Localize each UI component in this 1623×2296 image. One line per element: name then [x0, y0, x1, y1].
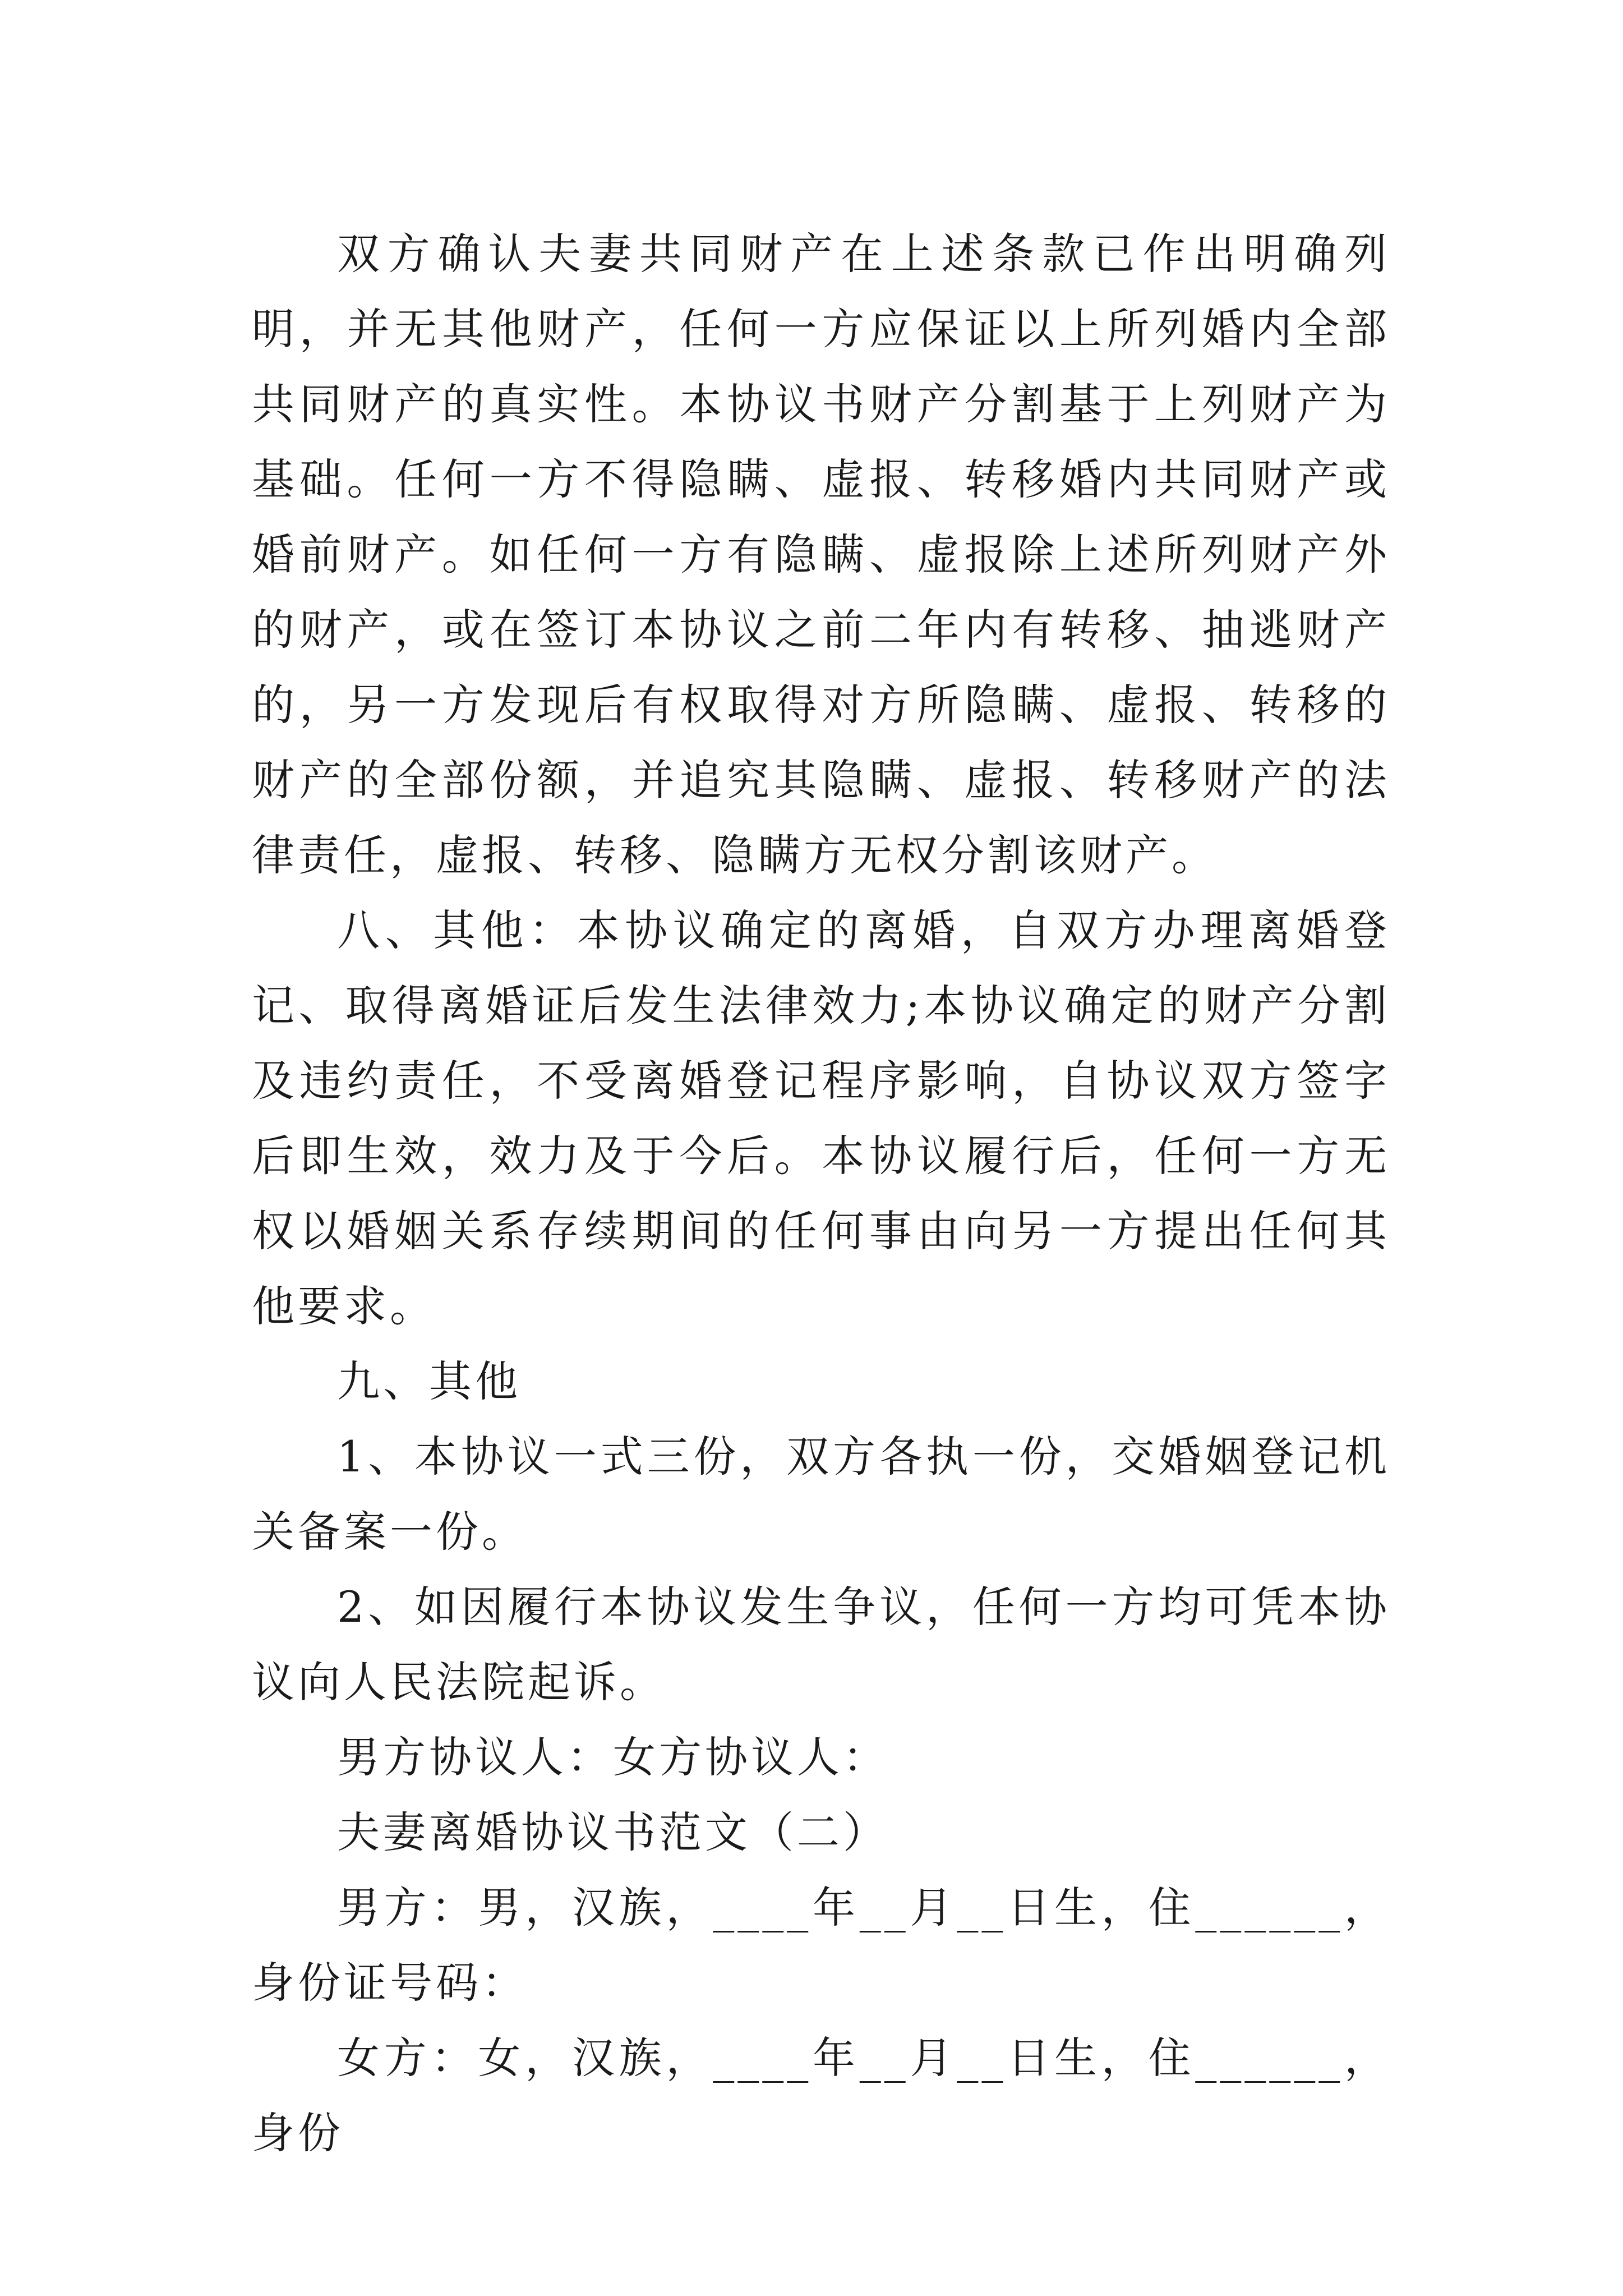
paragraph-section-eight: 八、其他：本协议确定的离婚，自双方办理离婚登记、取得离婚证后发生法律效力;本协议确定的财产分割及违约责任，不受离婚登记程序影响，自协议双方签字后即生效，效力及于今后。本协议履行后，任何一方无权以婚姻关系存续期间的任何事由向另一方提出任何其他要求。 — [252, 905, 1390, 1331]
paragraph-section-nine-heading: 九、其他 — [337, 1356, 521, 1406]
paragraph-item-2: 2、如因履行本协议发生争议，任何一方均可凭本协议向人民法院起诉。 — [252, 1582, 1390, 1707]
paragraph-male-party: 男方：男，汉族，____年__月__日生，住______，身份证号码： — [252, 1883, 1390, 2008]
paragraph-signatories: 男方协议人：女方协议人： — [337, 1732, 889, 1782]
paragraph-sample-two-title: 夫妻离婚协议书范文（二） — [337, 1807, 889, 1857]
paragraph-property-confirmation: 双方确认夫妻共同财产在上述条款已作出明确列明，并无其他财产，任何一方应保证以上所列婚内全部共同财产的真实性。本协议书财产分割基于上列财产为基础。任何一方不得隐瞒、虚报、转移婚内共同财产或婚前财产。如任何一方有隐瞒、虚报除上述所列财产外的财产，或在签订本协议之前二年内有转移、抽逃财产的，另一方发现后有权取得对方所隐瞒、虚报、转移的财产的全部份额，并追究其隐瞒、虚报、转移财产的法律责任，虚报、转移、隐瞒方无权分割该财产。 — [252, 229, 1390, 880]
paragraph-female-party: 女方：女，汉族，____年__月__日生，住______，身份 — [252, 2033, 1390, 2158]
document-body — [252, 217, 1390, 2171]
paragraph-item-1: 1、本协议一式三份，双方各执一份，交婚姻登记机关备案一份。 — [252, 1432, 1390, 1557]
